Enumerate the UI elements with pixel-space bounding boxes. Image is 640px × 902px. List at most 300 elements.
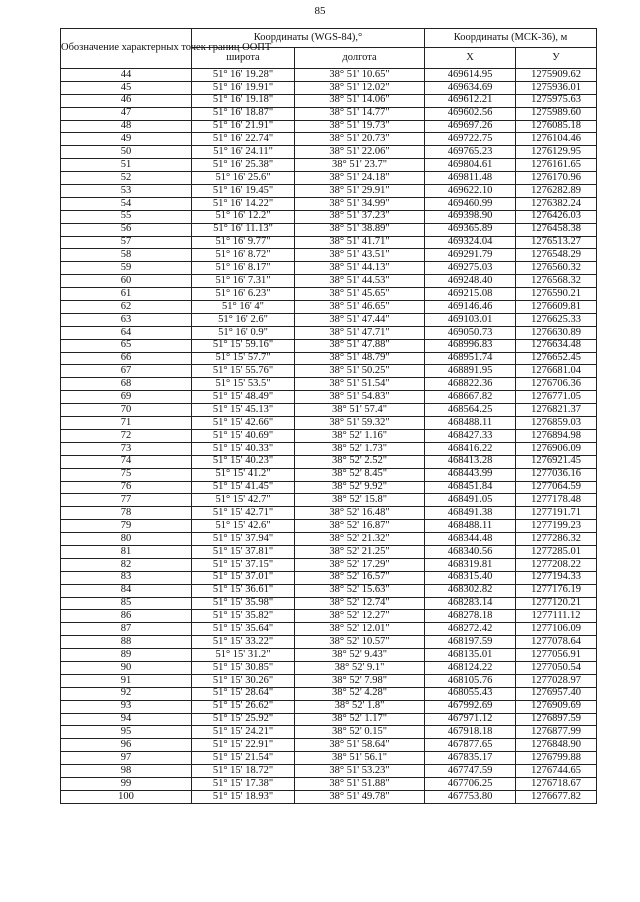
longitude-cell: 38° 52' 17.29" [295, 558, 425, 571]
latitude-cell: 51° 15' 42.6" [192, 520, 295, 533]
y-coordinate-cell: 1276921.45 [516, 455, 597, 468]
latitude-cell: 51° 15' 42.7" [192, 494, 295, 507]
x-coordinate-cell: 469365.89 [425, 223, 516, 236]
longitude-cell: 38° 51' 58.64" [295, 739, 425, 752]
x-coordinate-cell: 468135.01 [425, 649, 516, 662]
y-coordinate-cell: 1276161.65 [516, 159, 597, 172]
x-coordinate-cell: 467971.12 [425, 713, 516, 726]
latitude-cell: 51° 15' 37.94" [192, 533, 295, 546]
latitude-cell: 51° 16' 24.11" [192, 146, 295, 159]
longitude-cell: 38° 51' 57.4" [295, 404, 425, 417]
longitude-cell: 38° 52' 7.98" [295, 674, 425, 687]
y-coordinate-cell: 1277208.22 [516, 558, 597, 571]
point-number-cell: 73 [61, 442, 192, 455]
longitude-cell: 38° 51' 14.77" [295, 107, 425, 120]
y-coordinate-cell: 1276957.40 [516, 687, 597, 700]
latitude-cell: 51° 16' 8.17" [192, 262, 295, 275]
latitude-cell: 51° 16' 6.23" [192, 288, 295, 301]
latitude-cell: 51° 15' 41.2" [192, 468, 295, 481]
y-coordinate-cell: 1277199.23 [516, 520, 597, 533]
latitude-cell: 51° 16' 2.6" [192, 313, 295, 326]
point-number-cell: 48 [61, 120, 192, 133]
point-number-cell: 100 [61, 790, 192, 803]
point-number-cell: 94 [61, 713, 192, 726]
longitude-cell: 38° 51' 41.71" [295, 236, 425, 249]
point-number-cell: 88 [61, 636, 192, 649]
x-coordinate-cell: 468996.83 [425, 339, 516, 352]
latitude-cell: 51° 16' 12.2" [192, 210, 295, 223]
point-number-cell: 76 [61, 481, 192, 494]
table-row [61, 790, 597, 803]
latitude-cell: 51° 16' 4" [192, 301, 295, 314]
table-row [61, 313, 597, 326]
latitude-cell: 51° 16' 19.18" [192, 94, 295, 107]
longitude-cell: 38° 52' 1.8" [295, 700, 425, 713]
x-coordinate-cell: 468427.33 [425, 429, 516, 442]
latitude-cell: 51° 15' 36.61" [192, 584, 295, 597]
y-coordinate-cell: 1276104.46 [516, 133, 597, 146]
x-coordinate-cell: 468443.99 [425, 468, 516, 481]
y-coordinate-cell: 1276590.21 [516, 288, 597, 301]
latitude-cell: 51° 16' 18.87" [192, 107, 295, 120]
point-number-cell: 50 [61, 146, 192, 159]
x-coordinate-cell: 467877.65 [425, 739, 516, 752]
point-number-cell: 75 [61, 468, 192, 481]
longitude-cell: 38° 51' 48.79" [295, 352, 425, 365]
x-coordinate-cell: 468891.95 [425, 365, 516, 378]
y-coordinate-cell: 1276877.99 [516, 726, 597, 739]
x-coordinate-cell: 469622.10 [425, 185, 516, 198]
latitude-cell: 51° 15' 37.81" [192, 545, 295, 558]
y-coordinate-cell: 1276799.88 [516, 752, 597, 765]
x-coordinate-cell: 469634.69 [425, 81, 516, 94]
x-coordinate-cell: 467753.80 [425, 790, 516, 803]
point-number-cell: 55 [61, 210, 192, 223]
y-coordinate-cell: 1276170.96 [516, 172, 597, 185]
y-coordinate-cell: 1277028.97 [516, 674, 597, 687]
coordinates-table [60, 28, 597, 804]
latitude-cell: 51° 15' 30.85" [192, 661, 295, 674]
table-row [61, 442, 597, 455]
x-coordinate-cell: 467706.25 [425, 777, 516, 790]
header-x: X [425, 48, 516, 69]
x-coordinate-cell: 468302.82 [425, 584, 516, 597]
table-row [61, 649, 597, 662]
table-row [61, 726, 597, 739]
latitude-cell: 51° 16' 8.72" [192, 249, 295, 262]
point-number-cell: 93 [61, 700, 192, 713]
latitude-cell: 51° 16' 21.91" [192, 120, 295, 133]
latitude-cell: 51° 16' 25.38" [192, 159, 295, 172]
table-row [61, 739, 597, 752]
longitude-cell: 38° 52' 15.8" [295, 494, 425, 507]
y-coordinate-cell: 1276548.29 [516, 249, 597, 262]
latitude-cell: 51° 15' 55.76" [192, 365, 295, 378]
table-row [61, 81, 597, 94]
y-coordinate-cell: 1276609.81 [516, 301, 597, 314]
longitude-cell: 38° 52' 12.74" [295, 597, 425, 610]
point-number-cell: 45 [61, 81, 192, 94]
x-coordinate-cell: 468278.18 [425, 610, 516, 623]
header-y: У [516, 48, 597, 69]
longitude-cell: 38° 52' 9.1" [295, 661, 425, 674]
latitude-cell: 51° 15' 37.15" [192, 558, 295, 571]
y-coordinate-cell: 1277176.19 [516, 584, 597, 597]
point-number-cell: 86 [61, 610, 192, 623]
longitude-cell: 38° 52' 16.57" [295, 571, 425, 584]
point-number-cell: 80 [61, 533, 192, 546]
table-row [61, 417, 597, 430]
latitude-cell: 51° 15' 22.91" [192, 739, 295, 752]
table-row [61, 584, 597, 597]
longitude-cell: 38° 52' 15.63" [295, 584, 425, 597]
longitude-cell: 38° 52' 1.16" [295, 429, 425, 442]
x-coordinate-cell: 469460.99 [425, 197, 516, 210]
table-row [61, 107, 597, 120]
y-coordinate-cell: 1276681.04 [516, 365, 597, 378]
table-row [61, 262, 597, 275]
longitude-cell: 38° 52' 0.15" [295, 726, 425, 739]
latitude-cell: 51° 16' 19.91" [192, 81, 295, 94]
table-row [61, 288, 597, 301]
table-row [61, 765, 597, 778]
point-number-cell: 68 [61, 378, 192, 391]
x-coordinate-cell: 469146.46 [425, 301, 516, 314]
y-coordinate-cell: 1276382.24 [516, 197, 597, 210]
x-coordinate-cell: 468491.38 [425, 507, 516, 520]
y-coordinate-cell: 1276897.59 [516, 713, 597, 726]
x-coordinate-cell: 468340.56 [425, 545, 516, 558]
longitude-cell: 38° 52' 12.27" [295, 610, 425, 623]
point-number-cell: 99 [61, 777, 192, 790]
point-number-cell: 67 [61, 365, 192, 378]
table-row [61, 185, 597, 198]
x-coordinate-cell: 469811.48 [425, 172, 516, 185]
point-number-cell: 74 [61, 455, 192, 468]
header-point-designation: Обозначение характерных точек границ ООПТ [61, 29, 192, 69]
table-row [61, 494, 597, 507]
latitude-cell: 51° 16' 0.9" [192, 326, 295, 339]
y-coordinate-cell: 1277078.64 [516, 636, 597, 649]
longitude-cell: 38° 52' 1.73" [295, 442, 425, 455]
point-number-cell: 81 [61, 545, 192, 558]
longitude-cell: 38° 51' 47.71" [295, 326, 425, 339]
x-coordinate-cell: 467835.17 [425, 752, 516, 765]
point-number-cell: 72 [61, 429, 192, 442]
point-number-cell: 58 [61, 249, 192, 262]
point-number-cell: 77 [61, 494, 192, 507]
table-row [61, 687, 597, 700]
latitude-cell: 51° 15' 31.2" [192, 649, 295, 662]
y-coordinate-cell: 1276630.89 [516, 326, 597, 339]
table-row [61, 275, 597, 288]
x-coordinate-cell: 468124.22 [425, 661, 516, 674]
longitude-cell: 38° 52' 8.45" [295, 468, 425, 481]
point-number-cell: 62 [61, 301, 192, 314]
latitude-cell: 51° 16' 9.77" [192, 236, 295, 249]
longitude-cell: 38° 51' 12.02" [295, 81, 425, 94]
y-coordinate-cell: 1276894.98 [516, 429, 597, 442]
longitude-cell: 38° 51' 10.65" [295, 69, 425, 82]
longitude-cell: 38° 51' 14.06" [295, 94, 425, 107]
x-coordinate-cell: 469215.08 [425, 288, 516, 301]
x-coordinate-cell: 468488.11 [425, 520, 516, 533]
latitude-cell: 51° 15' 42.71" [192, 507, 295, 520]
x-coordinate-cell: 467747.59 [425, 765, 516, 778]
latitude-cell: 51° 15' 40.23" [192, 455, 295, 468]
y-coordinate-cell: 1276718.67 [516, 777, 597, 790]
latitude-cell: 51° 15' 18.93" [192, 790, 295, 803]
table-row [61, 210, 597, 223]
y-coordinate-cell: 1276771.05 [516, 391, 597, 404]
y-coordinate-cell: 1275989.60 [516, 107, 597, 120]
y-coordinate-cell: 1276129.95 [516, 146, 597, 159]
longitude-cell: 38° 52' 21.32" [295, 533, 425, 546]
latitude-cell: 51° 15' 57.7" [192, 352, 295, 365]
table-row [61, 301, 597, 314]
longitude-cell: 38° 51' 47.44" [295, 313, 425, 326]
y-coordinate-cell: 1277286.32 [516, 533, 597, 546]
y-coordinate-cell: 1276426.03 [516, 210, 597, 223]
table-row [61, 520, 597, 533]
longitude-cell: 38° 52' 16.87" [295, 520, 425, 533]
longitude-cell: 38° 51' 53.23" [295, 765, 425, 778]
latitude-cell: 51° 15' 48.49" [192, 391, 295, 404]
x-coordinate-cell: 469722.75 [425, 133, 516, 146]
table-row [61, 326, 597, 339]
point-number-cell: 89 [61, 649, 192, 662]
point-number-cell: 61 [61, 288, 192, 301]
table-row [61, 468, 597, 481]
point-number-cell: 57 [61, 236, 192, 249]
table-row [61, 558, 597, 571]
point-number-cell: 98 [61, 765, 192, 778]
y-coordinate-cell: 1276677.82 [516, 790, 597, 803]
point-number-cell: 91 [61, 674, 192, 687]
longitude-cell: 38° 51' 50.25" [295, 365, 425, 378]
table-row [61, 172, 597, 185]
latitude-cell: 51° 15' 25.92" [192, 713, 295, 726]
point-number-cell: 64 [61, 326, 192, 339]
x-coordinate-cell: 467918.18 [425, 726, 516, 739]
longitude-cell: 38° 51' 46.65" [295, 301, 425, 314]
table-row [61, 507, 597, 520]
point-number-cell: 82 [61, 558, 192, 571]
table-row [61, 777, 597, 790]
x-coordinate-cell: 469804.61 [425, 159, 516, 172]
table-row [61, 623, 597, 636]
point-number-cell: 71 [61, 417, 192, 430]
latitude-cell: 51° 15' 21.54" [192, 752, 295, 765]
x-coordinate-cell: 469291.79 [425, 249, 516, 262]
x-coordinate-cell: 469248.40 [425, 275, 516, 288]
point-number-cell: 92 [61, 687, 192, 700]
longitude-cell: 38° 51' 56.1" [295, 752, 425, 765]
point-number-cell: 97 [61, 752, 192, 765]
longitude-cell: 38° 52' 9.43" [295, 649, 425, 662]
latitude-cell: 51° 15' 35.64" [192, 623, 295, 636]
table-row [61, 249, 597, 262]
y-coordinate-cell: 1277106.09 [516, 623, 597, 636]
x-coordinate-cell: 468344.48 [425, 533, 516, 546]
latitude-cell: 51° 15' 30.26" [192, 674, 295, 687]
table-row [61, 404, 597, 417]
table-row [61, 197, 597, 210]
x-coordinate-cell: 469697.26 [425, 120, 516, 133]
x-coordinate-cell: 468315.40 [425, 571, 516, 584]
table-row [61, 533, 597, 546]
longitude-cell: 38° 51' 49.78" [295, 790, 425, 803]
table-row [61, 159, 597, 172]
table-row [61, 700, 597, 713]
table-row [61, 571, 597, 584]
point-number-cell: 70 [61, 404, 192, 417]
point-number-cell: 47 [61, 107, 192, 120]
longitude-cell: 38° 51' 34.99" [295, 197, 425, 210]
y-coordinate-cell: 1275936.01 [516, 81, 597, 94]
x-coordinate-cell: 468822.36 [425, 378, 516, 391]
header-msk36-coordinates: Координаты (МСК-36), м [425, 29, 597, 48]
x-coordinate-cell: 469398.90 [425, 210, 516, 223]
y-coordinate-cell: 1277036.16 [516, 468, 597, 481]
x-coordinate-cell: 469765.23 [425, 146, 516, 159]
longitude-cell: 38° 51' 54.83" [295, 391, 425, 404]
y-coordinate-cell: 1277050.54 [516, 661, 597, 674]
table-row [61, 120, 597, 133]
y-coordinate-cell: 1276568.32 [516, 275, 597, 288]
point-number-cell: 78 [61, 507, 192, 520]
point-number-cell: 60 [61, 275, 192, 288]
x-coordinate-cell: 468105.76 [425, 674, 516, 687]
point-number-cell: 96 [61, 739, 192, 752]
y-coordinate-cell: 1276848.90 [516, 739, 597, 752]
y-coordinate-cell: 1277064.59 [516, 481, 597, 494]
latitude-cell: 51° 15' 41.45" [192, 481, 295, 494]
table-row [61, 661, 597, 674]
x-coordinate-cell: 468451.84 [425, 481, 516, 494]
y-coordinate-cell: 1276458.38 [516, 223, 597, 236]
longitude-cell: 38° 51' 43.51" [295, 249, 425, 262]
latitude-cell: 51° 15' 45.13" [192, 404, 295, 417]
table-row [61, 133, 597, 146]
point-number-cell: 83 [61, 571, 192, 584]
table-row [61, 69, 597, 82]
table-row [61, 674, 597, 687]
point-number-cell: 51 [61, 159, 192, 172]
table-row [61, 752, 597, 765]
latitude-cell: 51° 15' 35.82" [192, 610, 295, 623]
latitude-cell: 51° 15' 53.5" [192, 378, 295, 391]
page-number: 85 [314, 5, 326, 17]
latitude-cell: 51° 15' 40.69" [192, 429, 295, 442]
x-coordinate-cell: 468667.82 [425, 391, 516, 404]
longitude-cell: 38° 52' 16.48" [295, 507, 425, 520]
x-coordinate-cell: 468564.25 [425, 404, 516, 417]
x-coordinate-cell: 468055.43 [425, 687, 516, 700]
point-number-cell: 49 [61, 133, 192, 146]
table-row [61, 455, 597, 468]
x-coordinate-cell: 469614.95 [425, 69, 516, 82]
table-row [61, 223, 597, 236]
y-coordinate-cell: 1276652.45 [516, 352, 597, 365]
x-coordinate-cell: 468951.74 [425, 352, 516, 365]
x-coordinate-cell: 468319.81 [425, 558, 516, 571]
x-coordinate-cell: 469602.56 [425, 107, 516, 120]
latitude-cell: 51° 16' 25.6" [192, 172, 295, 185]
latitude-cell: 51° 15' 42.66" [192, 417, 295, 430]
y-coordinate-cell: 1276634.48 [516, 339, 597, 352]
longitude-cell: 38° 51' 59.32" [295, 417, 425, 430]
x-coordinate-cell: 468272.42 [425, 623, 516, 636]
x-coordinate-cell: 469612.21 [425, 94, 516, 107]
latitude-cell: 51° 16' 14.22" [192, 197, 295, 210]
header-wgs84-coordinates: Координаты (WGS-84),° [192, 29, 425, 48]
point-number-cell: 56 [61, 223, 192, 236]
latitude-cell: 51° 16' 11.13" [192, 223, 295, 236]
longitude-cell: 38° 51' 20.73" [295, 133, 425, 146]
table-row [61, 365, 597, 378]
point-number-cell: 66 [61, 352, 192, 365]
latitude-cell: 51° 15' 28.64" [192, 687, 295, 700]
x-coordinate-cell: 468413.28 [425, 455, 516, 468]
x-coordinate-cell: 469324.04 [425, 236, 516, 249]
y-coordinate-cell: 1277191.71 [516, 507, 597, 520]
longitude-cell: 38° 51' 37.23" [295, 210, 425, 223]
longitude-cell: 38° 51' 22.06" [295, 146, 425, 159]
x-coordinate-cell: 469103.01 [425, 313, 516, 326]
longitude-cell: 38° 52' 21.25" [295, 545, 425, 558]
x-coordinate-cell: 469050.73 [425, 326, 516, 339]
latitude-cell: 51° 15' 18.72" [192, 765, 295, 778]
point-number-cell: 79 [61, 520, 192, 533]
table-row [61, 378, 597, 391]
y-coordinate-cell: 1276906.09 [516, 442, 597, 455]
y-coordinate-cell: 1277120.21 [516, 597, 597, 610]
y-coordinate-cell: 1276821.37 [516, 404, 597, 417]
y-coordinate-cell: 1276085.18 [516, 120, 597, 133]
latitude-cell: 51° 15' 17.38" [192, 777, 295, 790]
x-coordinate-cell: 468491.05 [425, 494, 516, 507]
table-body [61, 69, 597, 804]
table-row [61, 597, 597, 610]
x-coordinate-cell: 468197.59 [425, 636, 516, 649]
table-row [61, 636, 597, 649]
header-latitude: широта [192, 48, 295, 69]
table-row [61, 429, 597, 442]
y-coordinate-cell: 1276560.32 [516, 262, 597, 275]
longitude-cell: 38° 52' 2.52" [295, 455, 425, 468]
point-number-cell: 63 [61, 313, 192, 326]
longitude-cell: 38° 52' 10.57" [295, 636, 425, 649]
point-number-cell: 90 [61, 661, 192, 674]
y-coordinate-cell: 1277285.01 [516, 545, 597, 558]
latitude-cell: 51° 15' 37.01" [192, 571, 295, 584]
y-coordinate-cell: 1276513.27 [516, 236, 597, 249]
header-longitude: долгота [295, 48, 425, 69]
latitude-cell: 51° 15' 24.21" [192, 726, 295, 739]
table-row [61, 146, 597, 159]
y-coordinate-cell: 1275909.62 [516, 69, 597, 82]
longitude-cell: 38° 51' 38.89" [295, 223, 425, 236]
longitude-cell: 38° 51' 47.88" [295, 339, 425, 352]
longitude-cell: 38° 52' 12.01" [295, 623, 425, 636]
longitude-cell: 38° 51' 44.53" [295, 275, 425, 288]
y-coordinate-cell: 1277056.91 [516, 649, 597, 662]
y-coordinate-cell: 1276859.03 [516, 417, 597, 430]
y-coordinate-cell: 1275975.63 [516, 94, 597, 107]
table-row [61, 94, 597, 107]
longitude-cell: 38° 52' 9.92" [295, 481, 425, 494]
